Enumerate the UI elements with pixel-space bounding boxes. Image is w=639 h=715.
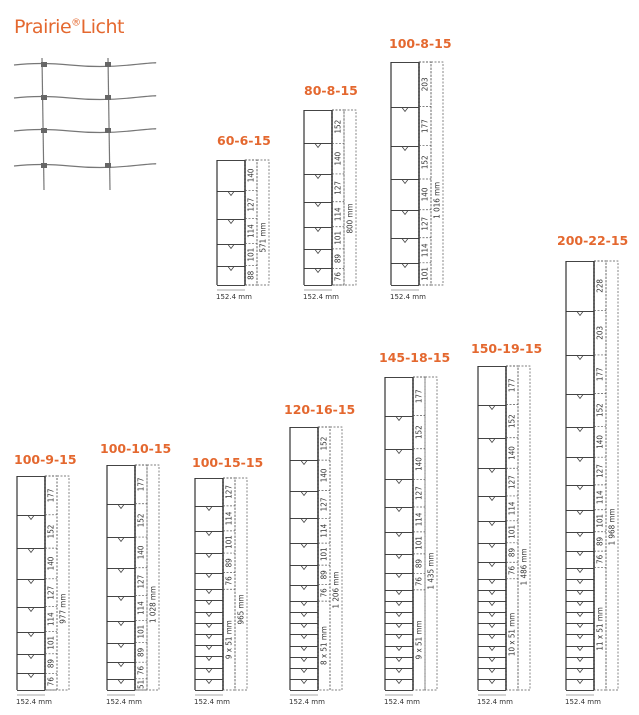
wire-knot <box>41 62 47 67</box>
spacing-label: 177 <box>420 119 430 133</box>
fence-illustration <box>14 58 156 190</box>
post-line <box>42 58 44 190</box>
small-mesh-note: 10 x 51 mm <box>507 612 517 657</box>
spacing-label: 89 <box>507 547 517 558</box>
spacing-label: 89 <box>136 647 146 658</box>
wire-knot <box>206 635 212 639</box>
panel-100-8-15 <box>389 36 452 301</box>
spacing-label: 127 <box>595 464 605 478</box>
wire-knot <box>489 544 495 548</box>
panel-title: 80-8-15 <box>304 83 358 98</box>
wire-knot <box>489 680 495 684</box>
spacing-label: 152 <box>420 155 430 170</box>
panel-title: 60-6-15 <box>217 133 271 148</box>
spacing-label: 114 <box>246 224 256 238</box>
total-height-label: 1 486 mm <box>519 548 529 586</box>
spacing-label: 177 <box>46 488 56 503</box>
spacing-label: 76 <box>136 665 146 676</box>
wire-knot <box>118 622 124 626</box>
wire-knot <box>577 602 583 606</box>
spacing-label: 140 <box>136 545 146 560</box>
wire-knot <box>301 680 307 684</box>
wire-knot <box>118 538 124 542</box>
wire-knot <box>301 647 307 651</box>
wire-knot <box>577 458 583 462</box>
spacing-label: 140 <box>333 151 343 166</box>
wire-knot <box>118 680 124 684</box>
spacing-label: 127 <box>136 574 146 589</box>
wire-knot <box>489 406 495 410</box>
wire-knot <box>577 312 583 316</box>
spacing-label: 152 <box>319 436 329 451</box>
wire-knot <box>301 544 307 548</box>
panel-100-10-15 <box>100 441 171 706</box>
wire-knot <box>402 211 408 215</box>
spacing-label: 76 <box>507 565 517 576</box>
wire-knot <box>206 680 212 684</box>
spacing-label: 76 <box>46 677 56 687</box>
spacing-label: 177 <box>414 389 424 404</box>
wire-knot <box>396 635 402 639</box>
fence-wire <box>14 63 156 67</box>
wire-knot <box>28 580 34 584</box>
spacing-label: 152 <box>414 425 424 440</box>
spacing-label: 101 <box>319 547 329 562</box>
spacing-label: 127 <box>224 485 234 499</box>
spacing-label: 76 <box>319 588 329 598</box>
wire-knot <box>577 613 583 617</box>
spacing-label: 177 <box>595 367 605 382</box>
total-dim-box <box>425 377 437 690</box>
spacing-label: 89 <box>595 536 605 547</box>
wire-knot <box>396 669 402 673</box>
wire-knot <box>577 511 583 515</box>
width-label: 152.4 mm <box>16 698 52 706</box>
spacing-label: 114 <box>46 612 56 627</box>
width-label: 152.4 mm <box>289 698 325 706</box>
wire-knot <box>301 566 307 570</box>
panel-title: 120-16-15 <box>284 402 356 417</box>
total-height-label: 1 016 mm <box>432 181 442 219</box>
wire-knot <box>489 669 495 673</box>
total-height-label: 965 mm <box>236 594 246 625</box>
wire-knot <box>577 533 583 537</box>
width-label: 152.4 mm <box>216 293 252 301</box>
wire-knot <box>577 647 583 651</box>
spacing-label: 152 <box>46 524 56 539</box>
wire-knot <box>396 574 402 578</box>
spacing-label: 76 <box>414 577 424 587</box>
wire-knot <box>396 591 402 595</box>
wire-knot <box>577 569 583 573</box>
width-label: 152.4 mm <box>303 293 339 301</box>
wire-knot <box>396 658 402 662</box>
spacing-label: 140 <box>507 446 517 460</box>
total-dim-box <box>606 261 618 690</box>
wire-knot <box>206 669 212 673</box>
wire-knot <box>577 356 583 360</box>
total-height-label: 571 mm <box>258 222 268 253</box>
spacing-label: 114 <box>595 490 605 505</box>
spacing-label: 228 <box>595 278 605 293</box>
wire-knot <box>396 450 402 454</box>
fence-wire <box>14 164 156 168</box>
spacing-label: 114 <box>136 601 146 615</box>
total-dim-box <box>518 366 530 690</box>
spacing-label: 101 <box>595 513 605 528</box>
panel-title: 100-9-15 <box>14 452 77 467</box>
wire-knot <box>315 269 321 273</box>
wire-knot <box>577 624 583 628</box>
total-height-label: 977 mm <box>58 593 68 624</box>
width-label: 152.4 mm <box>565 698 601 706</box>
small-mesh-note: 8 x 51 mm <box>319 626 329 665</box>
spacing-label: 88 <box>246 270 256 280</box>
wire-knot <box>396 555 402 559</box>
wire-knot <box>41 163 47 168</box>
wire-knot <box>228 245 234 249</box>
spacing-label: 89 <box>319 570 329 580</box>
spacing-label: 114 <box>420 243 430 258</box>
fence-wire <box>14 96 156 100</box>
wire-knot <box>28 674 34 678</box>
wire-knot <box>396 533 402 537</box>
spacing-label: 114 <box>224 511 234 526</box>
spacing-label: 127 <box>414 486 424 501</box>
wire-knot <box>301 669 307 673</box>
wire-knot <box>28 549 34 553</box>
spacing-label: 76 <box>224 576 234 586</box>
total-height-label: 1 968 mm <box>607 508 617 546</box>
spacing-label: 203 <box>595 325 605 340</box>
wire-knot <box>206 613 212 617</box>
spacing-label: 101 <box>224 535 234 549</box>
wire-knot <box>577 669 583 673</box>
wire-knot <box>105 163 111 168</box>
total-dim-box <box>147 465 159 690</box>
wire-knot <box>489 469 495 473</box>
wire-knot <box>105 62 111 67</box>
wire-knot <box>577 658 583 662</box>
panel-80-8-15 <box>303 83 358 301</box>
panel-title: 145-18-15 <box>379 350 451 365</box>
spacing-label: 140 <box>246 168 256 183</box>
wire-knot <box>577 635 583 639</box>
spacing-label: 140 <box>414 457 424 471</box>
spacing-label: 152 <box>507 414 517 429</box>
wire-knot <box>577 680 583 684</box>
wire-knot <box>577 486 583 490</box>
wire-knot <box>105 128 111 133</box>
wire-knot <box>577 428 583 432</box>
wire-knot <box>577 580 583 584</box>
panel-title: 100-15-15 <box>192 455 264 470</box>
wire-knot <box>41 128 47 133</box>
panel-145-18-15 <box>379 350 450 706</box>
spacing-label: 114 <box>333 207 343 222</box>
wire-knot <box>315 203 321 207</box>
panel-120-16-15 <box>284 402 355 706</box>
total-dim-box <box>235 478 247 690</box>
wire-knot <box>206 507 212 511</box>
spacing-label: 127 <box>319 497 329 512</box>
spacing-label: 114 <box>319 523 329 538</box>
spacing-label: 101 <box>333 230 343 245</box>
wire-knot <box>489 635 495 639</box>
wire-knot <box>402 108 408 112</box>
total-height-label: 1 206 mm <box>331 571 341 609</box>
wire-knot <box>577 395 583 399</box>
wire-knot <box>28 516 34 520</box>
total-height-label: 1 435 mm <box>426 552 436 590</box>
wire-knot <box>489 439 495 443</box>
wire-knot <box>41 95 47 100</box>
spacing-label: 152 <box>333 119 343 134</box>
spacing-label: 101 <box>507 524 517 539</box>
wire-knot <box>206 532 212 536</box>
panel-100-15-15 <box>192 455 263 706</box>
total-dim-box <box>330 427 342 690</box>
width-label: 152.4 mm <box>477 698 513 706</box>
wire-knot <box>402 147 408 151</box>
wire-knot <box>402 264 408 268</box>
wire-knot <box>402 180 408 184</box>
registered-mark: ® <box>71 17 81 29</box>
spacing-label: 101 <box>414 536 424 550</box>
wire-knot <box>105 95 111 100</box>
wire-knot <box>301 492 307 496</box>
wire-knot <box>301 613 307 617</box>
small-mesh-note: 9 x 51 mm <box>414 620 424 660</box>
wire-knot <box>301 461 307 465</box>
wire-knot <box>228 220 234 224</box>
panel-title: 100-8-15 <box>389 36 452 51</box>
panel-200-22-15 <box>557 233 628 706</box>
wire-knot <box>301 586 307 590</box>
wire-knot <box>396 680 402 684</box>
wire-knot <box>118 597 124 601</box>
spacing-label: 76 <box>595 554 605 565</box>
total-dim-box <box>57 476 69 690</box>
total-dim-box <box>431 62 443 285</box>
spacing-label: 177 <box>136 477 146 492</box>
wire-knot <box>489 647 495 651</box>
wire-knot <box>206 590 212 594</box>
brand-name: Prairie <box>14 16 72 38</box>
wire-knot <box>396 613 402 617</box>
spacing-label: 152 <box>136 513 146 528</box>
wire-knot <box>118 644 124 648</box>
spacing-label: 114 <box>414 512 424 527</box>
width-label: 152.4 mm <box>390 293 426 301</box>
wire-knot <box>118 505 124 509</box>
wire-knot <box>206 657 212 661</box>
wire-knot <box>489 613 495 617</box>
post-line <box>108 58 110 190</box>
fence-wire <box>14 129 156 133</box>
wire-knot <box>577 591 583 595</box>
spacing-label: 101 <box>420 267 430 281</box>
wire-knot <box>489 624 495 628</box>
spacing-label: 140 <box>46 556 56 571</box>
spacing-label: 101 <box>136 624 146 639</box>
spacing-label: 127 <box>420 216 430 231</box>
panel-100-9-15 <box>14 452 77 706</box>
wire-knot <box>396 480 402 484</box>
wire-knot <box>489 580 495 584</box>
wire-knot <box>118 663 124 667</box>
wire-knot <box>396 624 402 628</box>
wire-knot <box>228 267 234 271</box>
wire-knot <box>315 250 321 254</box>
spacing-label: 76 <box>333 272 343 282</box>
wire-knot <box>577 552 583 556</box>
wire-knot <box>396 508 402 512</box>
wire-knot <box>315 175 321 179</box>
wire-knot <box>28 655 34 659</box>
spacing-label: 89 <box>333 254 343 264</box>
wire-knot <box>28 608 34 612</box>
panel-title: 100-10-15 <box>100 441 172 456</box>
spacing-label: 114 <box>507 501 517 516</box>
spacing-label: 140 <box>420 187 430 202</box>
spacing-label: 140 <box>319 468 329 483</box>
brand-suffix: Licht <box>80 16 124 38</box>
spacing-label: 177 <box>507 378 517 393</box>
wire-knot <box>396 417 402 421</box>
wire-knot <box>396 602 402 606</box>
total-height-label: 1 028 mm <box>148 586 158 623</box>
wire-knot <box>315 144 321 148</box>
small-mesh-note: 9 x 51 mm <box>224 620 234 660</box>
width-label: 152.4 mm <box>194 698 230 706</box>
panel-title: 150-19-15 <box>471 341 543 356</box>
panel-150-19-15 <box>471 341 542 706</box>
spacing-label: 101 <box>46 635 56 650</box>
width-label: 152.4 mm <box>106 698 142 706</box>
wire-knot <box>206 574 212 578</box>
spacing-label: 89 <box>224 558 234 568</box>
small-mesh-note: 11 x 51 mm <box>595 607 605 651</box>
total-height-label: 800 mm <box>345 203 355 234</box>
spacing-label: 203 <box>420 77 430 92</box>
wire-knot <box>28 633 34 637</box>
spacing-label: 127 <box>46 585 56 600</box>
wire-knot <box>206 646 212 650</box>
spacing-label: 140 <box>595 435 605 449</box>
wire-knot <box>402 239 408 243</box>
panel-group <box>14 36 628 706</box>
wire-knot <box>315 228 321 232</box>
wire-knot <box>228 192 234 196</box>
spacing-label: 127 <box>333 180 343 195</box>
spacing-label: 89 <box>46 659 56 669</box>
wire-knot <box>301 635 307 639</box>
wire-knot <box>396 647 402 651</box>
wire-knot <box>489 602 495 606</box>
spacing-label: 89 <box>414 559 424 569</box>
wire-knot <box>206 601 212 605</box>
width-label: 152.4 mm <box>384 698 420 706</box>
spacing-label: 101 <box>246 247 256 262</box>
spacing-label: 152 <box>595 403 605 417</box>
spacing-label: 51 <box>136 679 146 689</box>
wire-knot <box>489 563 495 567</box>
panel-title: 200-22-15 <box>557 233 629 248</box>
spacing-dim-box <box>45 476 57 690</box>
spacing-label: 127 <box>246 197 256 212</box>
wire-knot <box>489 658 495 662</box>
wire-knot <box>489 591 495 595</box>
wire-knot <box>301 658 307 662</box>
wire-knot <box>301 519 307 523</box>
wire-knot <box>118 569 124 573</box>
wire-knot <box>206 624 212 628</box>
panel-60-6-15 <box>216 133 271 301</box>
wire-knot <box>489 522 495 526</box>
wire-knot <box>301 624 307 628</box>
wire-knot <box>301 602 307 606</box>
total-dim-box <box>344 110 356 285</box>
spacing-label: 127 <box>507 475 517 489</box>
wire-knot <box>489 497 495 501</box>
wire-knot <box>206 554 212 558</box>
